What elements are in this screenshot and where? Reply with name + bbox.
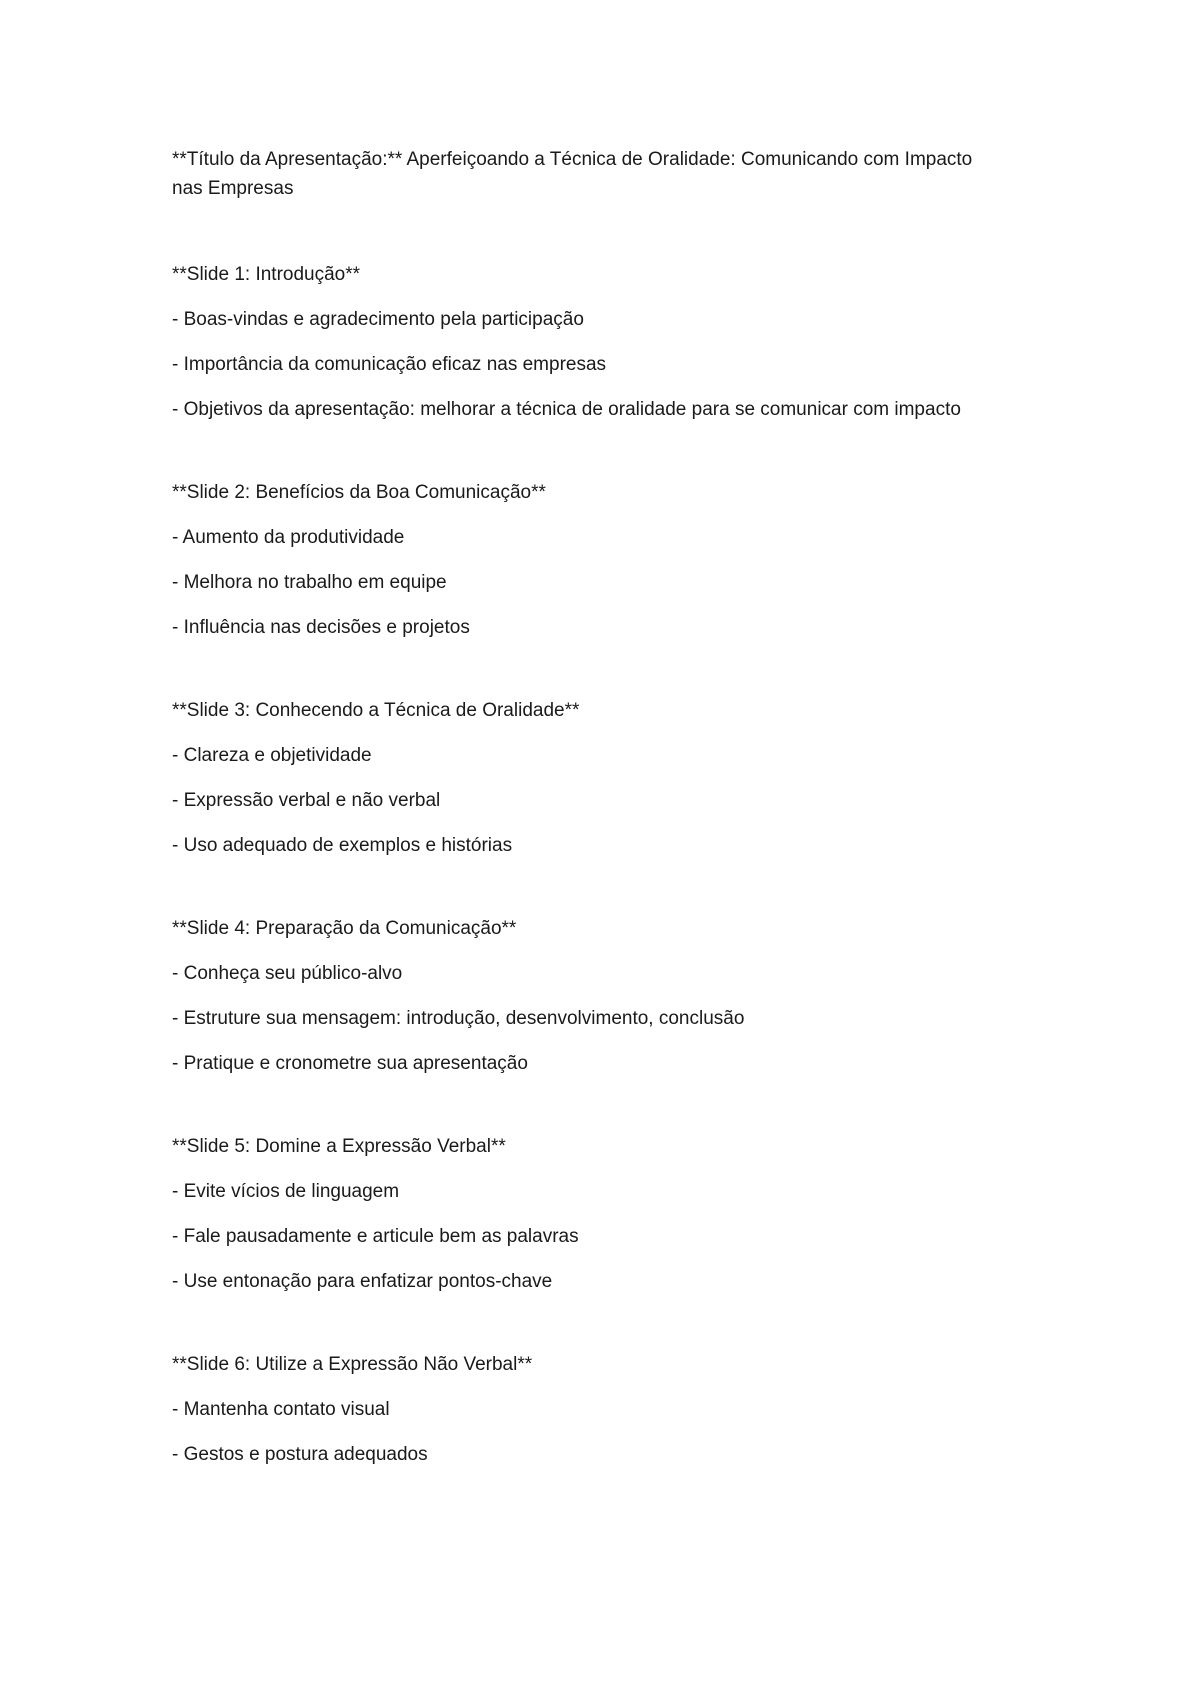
section-slide-5 (172, 1136, 1072, 1293)
list-item: - Expressão verbal e não verbal (172, 790, 441, 811)
section-slide-2 (172, 482, 1072, 639)
list-item: - Conheça seu público-alvo (172, 963, 403, 984)
document-body (172, 145, 1072, 1527)
list-item: - Melhora no trabalho em equipe (172, 572, 447, 593)
list-item: - Clareza e objetividade (172, 745, 372, 766)
list-item: - Use entonação para enfatizar pontos-chave (172, 1271, 553, 1292)
section-heading: **Slide 4: Preparação da Comunicação** (172, 918, 517, 939)
list-item: - Evite vícios de linguagem (172, 1181, 400, 1202)
section-heading: **Slide 5: Domine a Expressão Verbal** (172, 1136, 506, 1157)
list-item: - Importância da comunicação eficaz nas empresas (172, 354, 607, 375)
section-heading: **Slide 2: Benefícios da Boa Comunicação** (172, 482, 546, 503)
list-item: - Mantenha contato visual (172, 1399, 390, 1420)
list-item: - Aumento da produtividade (172, 527, 405, 548)
list-item: - Pratique e cronometre sua apresentação (172, 1053, 528, 1074)
list-item: - Fale pausadamente e articule bem as palavras (172, 1226, 579, 1247)
section-slide-6 (172, 1354, 1072, 1466)
list-item: - Boas-vindas e agradecimento pela participação (172, 309, 584, 330)
section-heading: **Slide 1: Introdução** (172, 264, 361, 285)
list-item: - Uso adequado de exemplos e histórias (172, 835, 513, 856)
list-item: - Objetivos da apresentação: melhorar a técnica de oralidade para se comunicar com impacto (172, 399, 961, 420)
list-item: - Estruture sua mensagem: introdução, desenvolvimento, conclusão (172, 1008, 745, 1029)
section-heading: **Slide 6: Utilize a Expressão Não Verbal** (172, 1354, 533, 1375)
presentation-title: **Título da Apresentação:** Aperfeiçoando a Técnica de Oralidade: Comunicando com Impacto nas Empresas (172, 149, 973, 199)
section-slide-3 (172, 700, 1072, 857)
section-slide-4 (172, 918, 1072, 1075)
list-item: - Gestos e postura adequados (172, 1444, 428, 1465)
list-item: - Influência nas decisões e projetos (172, 617, 470, 638)
section-heading: **Slide 3: Conhecendo a Técnica de Oralidade** (172, 700, 580, 721)
section-slide-1 (172, 264, 1072, 421)
